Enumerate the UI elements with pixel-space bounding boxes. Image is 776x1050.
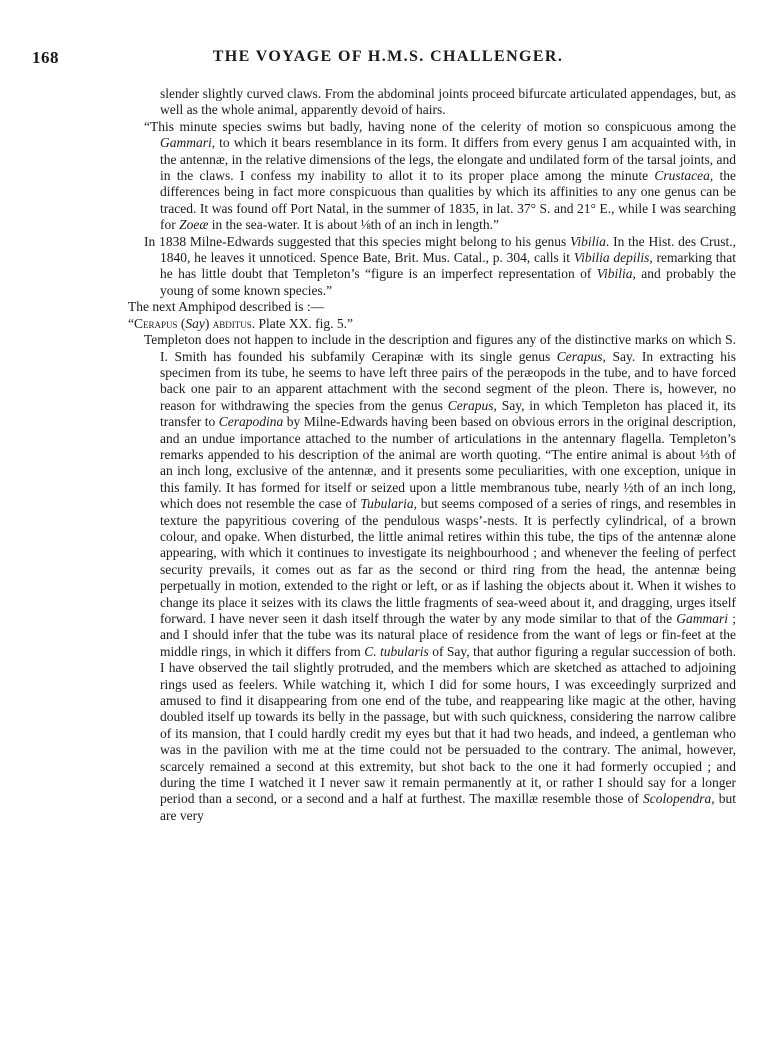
text-run: . In the Hist. des Crust., 1840, he leaves it unnoticed. Spence Bate, Brit. Mus. Catal., p. 304, calls it bbox=[160, 233, 736, 266]
small-caps-text-run: abditus bbox=[212, 315, 252, 331]
text-run: of Say, that author figuring a regular succession of both. I have observed the tail slightly protruded, and the members which are sketched as attached to adjoining rings used as feelers. While watching it, which I did for some hours, I was exceedingly surprized and amused to find it disappearing from one end of the tube, and reappearing like magic at the other, having doubled itself up towards its belly in the passage, but with such quickness, considering the narrow calibre of its mansion, that I could hardly credit my eyes but that it had two heads, and indeed, a gentleman who was in the pavilion with me at the time could not be persuaded to the contrary. The animal, however, scarcely remained a second at this extremity, but shot back to the one it had formerly occupied ; and during the time I watched it I never saw it remain permanently at it, or rather I should say for a longer period than a second, or a second and a half at furthest. The maxillæ resemble those of bbox=[160, 643, 736, 807]
text-run: “This minute species swims but badly, having none of the celerity of motion so conspicuous among the bbox=[144, 118, 736, 134]
italic-text-run: Vibilia bbox=[596, 266, 633, 282]
page-number: 168 bbox=[32, 48, 59, 67]
italic-text-run: Zoeæ bbox=[179, 217, 209, 233]
italic-text-run: Cerapus bbox=[447, 397, 494, 413]
text-run: by Milne-Edwards having been based on obvious errors in the original description, and an undue importance attached to the number of articulations in the antennary flagella. Templeton’s remarks appended to his description of the animal are worth quoting. “The entire animal is about ⅓th of an inch long, exclusive of the antennæ, and it presents some peculiarities, with one exception, unique in this family. It has formed for itself or seized upon a little membranous tube, nearly ½th of an inch long, which does not resemble the case of bbox=[160, 414, 736, 512]
text-run: ( bbox=[177, 315, 186, 331]
text-run: , and probably the young of some known species.” bbox=[160, 266, 736, 298]
text-run: The next Amphipod described is :— bbox=[128, 299, 325, 315]
text-run: slender slightly curved claws. From the abdominal joints proceed bifurcate articulated appendages, but, as well as the whole animal, apparently devoid of hairs. bbox=[160, 86, 736, 118]
text-run: , but are very bbox=[160, 791, 736, 823]
text-run: Templeton does not happen to include in the description and figures any of the distinctive marks on which S. I. Smith has founded his subfamily Cerapinæ with its single genus bbox=[144, 332, 736, 364]
paragraph bbox=[128, 86, 736, 119]
running-title: THE VOYAGE OF H.M.S. CHALLENGER. bbox=[212, 48, 564, 65]
italic-text-run: Crustacea bbox=[654, 168, 710, 184]
paragraph bbox=[128, 332, 736, 824]
text-run: , the differences being in fact more conspicuous than qualities by which its affinities to any one genus can be traced. It was found off Port Natal, in the summer of 1835, in lat. 37° S. and 21° E., while I was searching for bbox=[160, 168, 736, 233]
text-run: “ bbox=[128, 315, 134, 331]
italic-text-run: Cerapus bbox=[556, 348, 603, 364]
text-run: In 1838 Milne-Edwards suggested that this species might belong to his genus bbox=[144, 233, 571, 249]
italic-text-run: C. tubularis bbox=[364, 643, 429, 659]
text-run: . Plate XX. fig. 5.” bbox=[251, 315, 354, 331]
text-run: ) bbox=[204, 315, 213, 331]
text-run: , to which it bears resemblance in its form. It differs from every genus I am acquainted with, in the antennæ, in the relative dimensions of the legs, the elongate and undilated form of the tarsal joints, and in the claws. I confess my inability to allot it to its proper place among the minute bbox=[160, 135, 736, 184]
page-body bbox=[128, 86, 736, 824]
italic-text-run: Tubularia bbox=[360, 496, 414, 512]
italic-text-run: Cerapodina bbox=[218, 414, 284, 430]
italic-text-run: Gammari bbox=[160, 135, 212, 151]
italic-text-run: Vibilia bbox=[570, 233, 606, 249]
small-caps-text-run: Cerapus bbox=[134, 315, 178, 331]
text-run: in the sea-water. It is about ⅛th of an inch in length.” bbox=[208, 217, 499, 233]
paragraph bbox=[128, 299, 736, 315]
text-run: , remarking that he has little doubt that Templeton’s “figure is an imperfect representation of bbox=[160, 250, 736, 282]
italic-text-run: Scolopendra bbox=[642, 791, 712, 807]
paragraph bbox=[128, 234, 736, 300]
paragraph bbox=[128, 316, 736, 332]
page-header bbox=[0, 0, 776, 80]
text-run: , Say, in which Templeton has placed it, its transfer to bbox=[160, 397, 737, 430]
italic-text-run: Vibilia depilis bbox=[573, 250, 650, 266]
italic-text-run: Gammari bbox=[676, 611, 729, 626]
text-run: , Say. In extracting his specimen from its tube, he seems to have left three pairs of the peræopods in the tube, and to have forced back one pair to an apparent attachment with the second segment of the pleon. There is, however, no reason for withdrawing the species from the genus bbox=[160, 348, 736, 413]
text-run: , but seems composed of a series of rings, and resembles in texture the papyritious covering of the pendulous wasps’-nests. It is perfectly cylindrical, of a brown colour, and opake. When disturbed, the little animal retires within this tube, the tips of the antennæ alone appearing, with which it continues to investigate its neighbourhood ; and whenever the feeling of perfect security prevails, it comes out as far as the second or third ring from the head, the antennæ being perpetually in motion, extended to the right or left, or as if lashing the objects about it. When it wishes to change its place it seizes with its claws the little fragments of sea-weed about it, and dragging, urges itself forward. I have never seen it dash itself through the water by any mode similar to that of the bbox=[160, 496, 736, 626]
italic-text-run: Say bbox=[185, 315, 205, 331]
text-run: ; and I should infer that the tube was its natural place of residence from the want of legs or fin-feet at the middle rings, in which it differs from bbox=[160, 611, 736, 659]
paragraph bbox=[128, 119, 736, 234]
